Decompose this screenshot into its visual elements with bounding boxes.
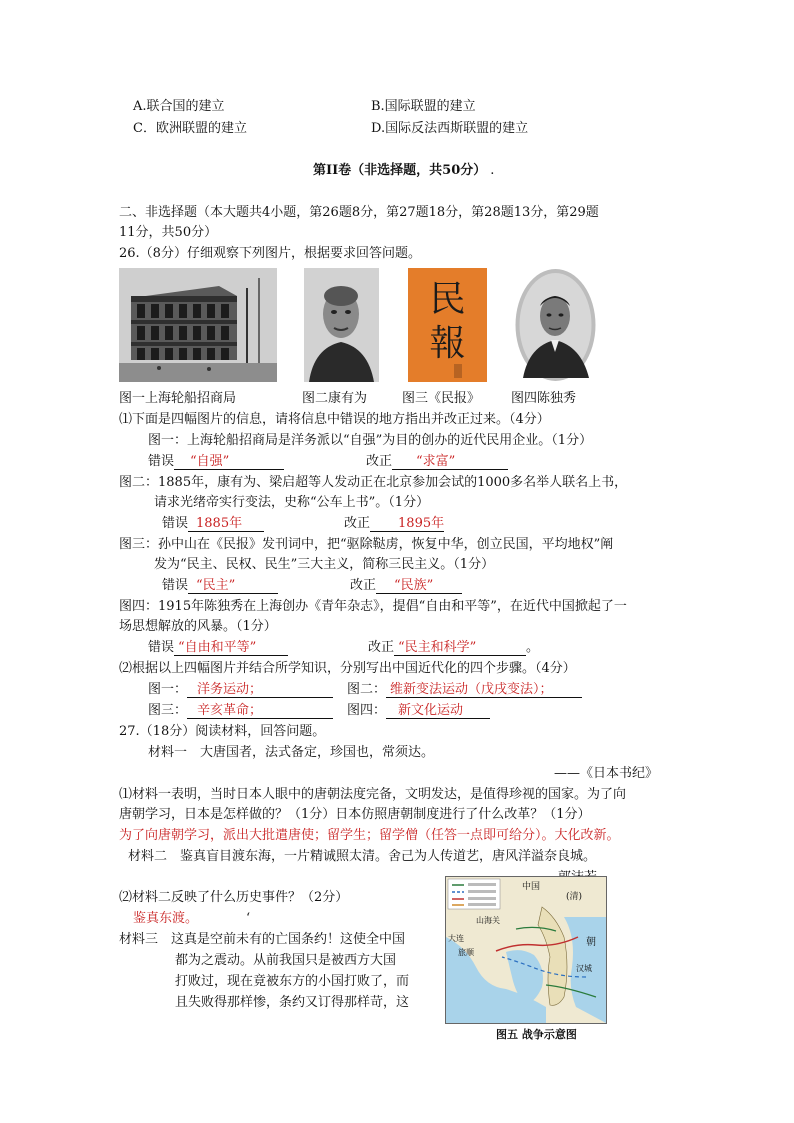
map-caption: 图五 战争示意图 xyxy=(496,1028,577,1041)
shanghai-steamship-building-photo xyxy=(119,268,277,382)
fig4-statement-line1: 图四：1915年陈独秀在上海创办《青年杂志》，提倡“自由和平等”，在近代中国掀起了一 xyxy=(119,599,627,614)
caption-figure-3: 图三《民报》 xyxy=(402,391,481,406)
map-label-hancheng: 汉城 xyxy=(576,964,592,973)
fig2-answer-row xyxy=(162,515,444,533)
step1-answer: 洋务运动； xyxy=(187,682,333,698)
step3-label: 图三： xyxy=(148,703,188,718)
step3-answer: 辛亥革命； xyxy=(187,703,333,719)
fig4-fix-answer: “民主和科学” xyxy=(394,640,526,656)
fig1-answer-row xyxy=(148,453,508,471)
q27-sub2-stem: ⑵材料二反映了什么历史事件？（2分） xyxy=(119,890,349,905)
q26-sub2-stem: ⑵根据以上四幅图片并结合所学知识，分别写出中国近代化的四个步骤。（4分） xyxy=(119,661,576,676)
q27-material-1: 材料一 大唐国者，法式备定，珍国也，常须达。 xyxy=(148,745,435,760)
fig3-answer-row xyxy=(162,577,462,595)
fig3-statement-line2: 发为“民主、民权、民生”三大主义，简称三民主义。（1分） xyxy=(154,557,495,572)
q27-material-3-line4: 且失败得那样惨，条约又订得那样苛，这 xyxy=(175,995,410,1010)
map-label-shanhaiguan: 山海关 xyxy=(476,916,500,925)
fig4-answer-row xyxy=(148,639,539,657)
caption-figure-4: 图四陈独秀 xyxy=(511,391,577,406)
map-label-qing: (清) xyxy=(566,892,583,902)
fig3-fix-label: 改正 xyxy=(350,578,377,593)
fig1-error-answer: “自强” xyxy=(174,454,284,470)
chen-duxiu-portrait xyxy=(515,268,596,382)
map-label-dalian: 大连 xyxy=(448,934,464,943)
q27-sub2-answer: 鉴真东渡。 xyxy=(133,911,199,926)
section-title xyxy=(313,162,494,180)
fig4-end-mark: 。 xyxy=(526,640,540,655)
q27-sub2-answer-row xyxy=(119,910,250,928)
steps-row-2 xyxy=(148,702,490,720)
option-b: B.国际联盟的建立 xyxy=(371,99,476,114)
fig2-fix-answer: 1895年 xyxy=(370,516,444,532)
option-a: A.联合国的建立 xyxy=(133,99,225,114)
q26-stem: 26.（8分）仔细观察下列图片，根据要求回答问题。 xyxy=(119,246,421,261)
steps-row-1 xyxy=(148,681,582,699)
fig4-error-answer: “自由和平等” xyxy=(174,640,288,656)
step2-label: 图二： xyxy=(347,682,387,697)
step1-label: 图一： xyxy=(148,682,188,697)
map-label-china: 中国 xyxy=(522,882,541,892)
newspaper-title-char-1: 民 xyxy=(429,279,466,320)
fig2-fix-label: 改正 xyxy=(344,516,371,531)
q27-sub1-answer: 为了向唐朝学习，派出大批遣唐使；留学生；留学僧（任答一点即可给分）。大化改新。 xyxy=(119,828,620,843)
step2-answer: 维新变法运动（戊戌变法）； xyxy=(386,682,582,698)
option-c: C．欧洲联盟的建立 xyxy=(133,121,247,136)
fig1-error-label: 错误 xyxy=(148,454,175,469)
fig4-fix-label: 改正 xyxy=(368,640,395,655)
fig2-statement-line1: 图二：1885年，康有为、梁启超等人发动正在北京参加会试的1000多名举人联名上书， xyxy=(119,475,628,490)
kang-youwei-portrait xyxy=(304,268,379,382)
fig4-error-label: 错误 xyxy=(148,640,175,655)
map-label-lvshun: 旅顺 xyxy=(458,948,474,957)
q26-sub1-stem: ⑴下面是四幅图片的信息，请将信息中错误的地方指出并改正过来。（4分） xyxy=(119,412,550,427)
fig3-fix-answer: “民族” xyxy=(376,578,462,594)
newspaper-seal-mark xyxy=(454,364,462,378)
section-title-dot: . xyxy=(490,163,495,178)
fig4-statement-line2: 场思想解放的风暴。（1分） xyxy=(119,619,277,634)
fig3-statement-line1: 图三：孙中山在《民报》发刊词中，把“驱除鞑虏，恢复中华，创立民国，平均地权”阐 xyxy=(119,537,614,552)
q27-material-1-source: ——《日本书纪》 xyxy=(554,766,659,781)
fig1-statement: 图一：上海轮船招商局是洋务派以“自强”为目的创办的近代民用企业。（1分） xyxy=(148,433,593,448)
fig2-statement-line2: 请求光绪帝实行变法，史称“公车上书”。（1分） xyxy=(154,495,430,510)
q27-sub1-line1: ⑴材料一表明，当时日本人眼中的唐朝法度完备，文明发达，是值得珍视的国家。为了向 xyxy=(119,787,627,802)
map-label-chao: 朝 xyxy=(586,937,596,948)
newspaper-title-char-2: 報 xyxy=(429,323,466,364)
q27-sub1-line2: 唐朝学习，日本是怎样做的？（1分）日本仿照唐朝制度进行了什么改革？（1分） xyxy=(119,807,591,822)
fig3-error-label: 错误 xyxy=(162,578,189,593)
section-title-text: 第II卷（非选择题，共50分） xyxy=(313,163,487,178)
war-map xyxy=(445,876,607,1024)
q27-stem: 27.（18分）阅读材料，回答问题。 xyxy=(119,724,326,739)
fig1-fix-answer: “求富” xyxy=(392,454,508,470)
caption-figure-2: 图二康有为 xyxy=(302,391,368,406)
q27-material-2: 材料二 鉴真盲目渡东海，一片精诚照太清。舍己为人传道艺，唐风洋溢奈良城。 xyxy=(128,849,597,864)
fig1-fix-label: 改正 xyxy=(366,454,393,469)
fig2-error-label: 错误 xyxy=(162,516,189,531)
part2-intro-line1: 二、非选择题（本大题共4小题，第26题8分，第27题18分，第28题13分，第29题 xyxy=(119,205,599,220)
fig2-error-answer: 1885年 xyxy=(188,516,264,532)
caption-figure-1: 图一上海轮船招商局 xyxy=(119,391,237,406)
q27-material-3-line1: 材料三 这真是空前未有的亡国条约！这使全中国 xyxy=(119,932,406,947)
step4-answer: 新文化运动 xyxy=(386,703,490,719)
minbao-newspaper-cover xyxy=(408,268,487,382)
q27-material-3-line2: 都为之震动。从前我国只是被西方大国 xyxy=(175,953,397,968)
fig3-error-answer: “民主” xyxy=(188,578,278,594)
q27-material-3-line3: 打败过，现在竟被东方的小国打败了，而 xyxy=(175,974,410,989)
q27-sub2-stray-mark: ‘ xyxy=(246,911,251,926)
step4-label: 图四： xyxy=(347,703,387,718)
part2-intro-line2: 11分，共50分） xyxy=(119,225,218,240)
option-d: D.国际反法西斯联盟的建立 xyxy=(371,121,529,136)
